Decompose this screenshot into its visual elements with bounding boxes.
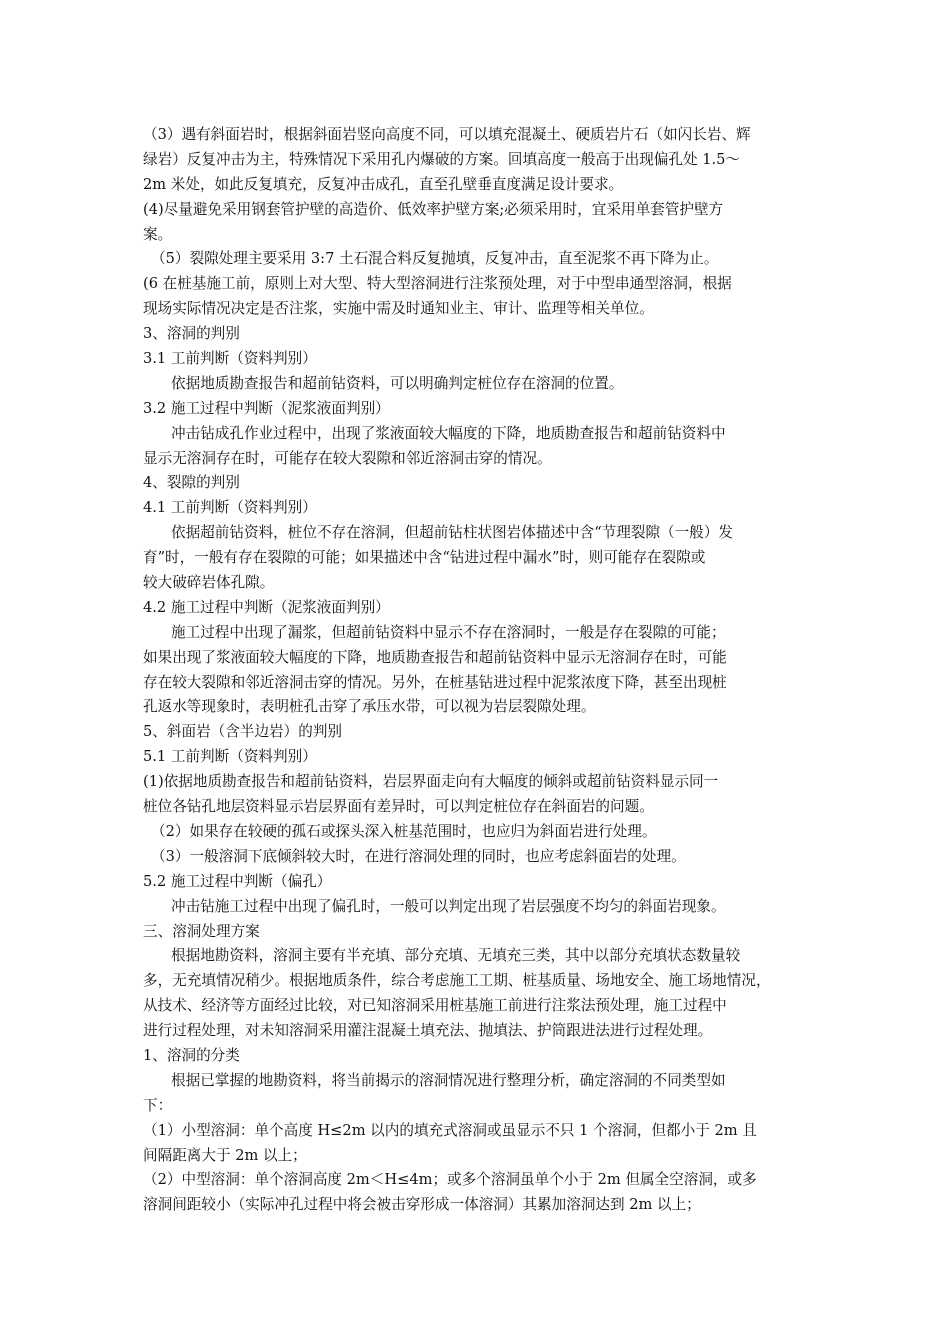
text-line: 依据超前钻资料，桩位不存在溶洞，但超前钻柱状图岩体描述中含“节理裂隙（一般）发: [171, 524, 734, 542]
text-line: 根据已掌握的地勘资料，将当前揭示的溶洞情况进行整理分析，确定溶洞的不同类型如: [171, 1071, 726, 1089]
text-line: 根据地勘资料，溶洞主要有半充填、部分充填、无填充三类，其中以部分充填状态数量较: [171, 947, 741, 965]
text-line: 5.1 工前判断（资料判别）: [143, 748, 317, 766]
text-line: 3.1 工前判断（资料判别）: [143, 350, 317, 368]
text-line: （5）裂隙处理主要采用 3:7 土石混合料反复抛填，反复冲击，直至泥浆不再下降为止。: [151, 250, 719, 268]
text-line: (4)尽量避免采用钢套管护壁的高造价、低效率护壁方案;必须采用时，宜采用单套管护壁方: [143, 200, 724, 218]
text-line: 3.2 施工过程中判断（泥浆液面判别）: [143, 399, 390, 417]
text-line: （3）一般溶洞下底倾斜较大时，在进行溶洞处理的同时，也应考虑斜面岩的处理。: [151, 847, 686, 865]
text-line: 4.1 工前判断（资料判别）: [143, 499, 317, 517]
text-line: (6 在桩基施工前，原则上对大型、特大型溶洞进行注浆预处理，对于中型串通型溶洞，根据: [143, 275, 732, 293]
text-line: 多，无充填情况稍少。根据地质条件，综合考虑施工工期、桩基质量、场地安全、施工场地情况，: [143, 972, 771, 990]
text-line: （1）小型溶洞：单个高度 H≤2m 以内的填充式溶洞或虽显示不只 1 个溶洞，但都小于 2m 且: [143, 1121, 757, 1139]
text-line: 5.2 施工过程中判断（偏孔）: [143, 872, 332, 890]
text-line: 进行过程处理，对未知溶洞采用灌注混凝土填充法、抛填法、护筒跟进法进行过程处理。: [143, 1022, 713, 1040]
text-line: 冲击钻成孔作业过程中，出现了浆液面较大幅度的下降，地质勘查报告和超前钻资料中: [171, 424, 726, 442]
text-line: 显示无溶洞存在时，可能存在较大裂隙和邻近溶洞击穿的情况。: [143, 449, 552, 467]
text-line: 4.2 施工过程中判断（泥浆液面判别）: [143, 598, 390, 616]
text-line: 2m 米处，如此反复填充，反复冲击成孔，直至孔壁垂直度满足设计要求。: [143, 175, 624, 193]
text-line: 施工过程中出现了漏浆，但超前钻资料中显示不存在溶洞时，一般是存在裂隙的可能；: [171, 623, 726, 641]
text-line: 育”时，一般有存在裂隙的可能；如果描述中含“钻进过程中漏水”时，则可能存在裂隙或: [143, 549, 706, 567]
text-line: 4、裂隙的判别: [143, 474, 240, 492]
text-line: （3）遇有斜面岩时，根据斜面岩竖向高度不同，可以填充混凝土、硬质岩片石（如闪长岩、辉: [143, 126, 751, 143]
text-line: 较大破碎岩体孔隙。: [143, 574, 275, 592]
text-line: 存在较大裂隙和邻近溶洞击穿的情况。另外，在桩基钻进过程中泥浆浓度下降，甚至出现桩: [143, 673, 727, 691]
text-line: 溶洞间距较小（实际冲孔过程中将会被击穿形成一体溶洞）其累加溶洞达到 2m 以上；: [143, 1196, 701, 1214]
text-line: 从技术、经济等方面经过比较，对已知溶洞采用桩基施工前进行注浆法预处理，施工过程中: [143, 997, 727, 1015]
text-line: 5、斜面岩（含半边岩）的判别: [143, 723, 343, 741]
text-line: 3、溶洞的判别: [143, 325, 240, 343]
text-line: 孔返水等现象时，表明桩孔击穿了承压水带，可以视为岩层裂隙处理。: [143, 698, 596, 716]
document-page: [143, 123, 810, 1218]
text-line: 1、溶洞的分类: [143, 1046, 240, 1064]
text-line: (1)依据地质勘查报告和超前钻资料，岩层界面走向有大幅度的倾斜或超前钻资料显示同一: [143, 773, 719, 791]
text-line: 现场实际情况决定是否注浆，实施中需及时通知业主、审计、监理等相关单位。: [143, 300, 654, 318]
text-line: 绿岩）反复冲击为主，特殊情况下采用孔内爆破的方案。回填高度一般高于出现偏孔处 1.5～: [143, 150, 741, 168]
text-line: 桩位各钻孔地层资料显示岩层界面有差异时，可以判定桩位存在斜面岩的问题。: [143, 798, 654, 816]
text-line: 三、溶洞处理方案: [143, 922, 260, 940]
text-line: 间隔距离大于 2m 以上；: [143, 1146, 307, 1164]
text-line: 冲击钻施工过程中出现了偏孔时，一般可以判定出现了岩层强度不均匀的斜面岩现象。: [171, 897, 726, 915]
text-line: （2）中型溶洞：单个溶洞高度 2m＜H≤4m；或多个溶洞虽单个小于 2m 但属全空溶洞，或多: [143, 1171, 757, 1189]
text-line: （2）如果存在较硬的孤石或探头深入桩基范围时，也应归为斜面岩进行处理。: [151, 822, 657, 840]
text-line: 依据地质勘查报告和超前钻资料，可以明确判定桩位存在溶洞的位置。: [171, 374, 624, 392]
text-line: 下：: [143, 1096, 173, 1114]
text-line: 案。: [143, 225, 173, 243]
text-line: 如果出现了浆液面较大幅度的下降，地质勘查报告和超前钻资料中显示无溶洞存在时，可能: [143, 648, 727, 666]
